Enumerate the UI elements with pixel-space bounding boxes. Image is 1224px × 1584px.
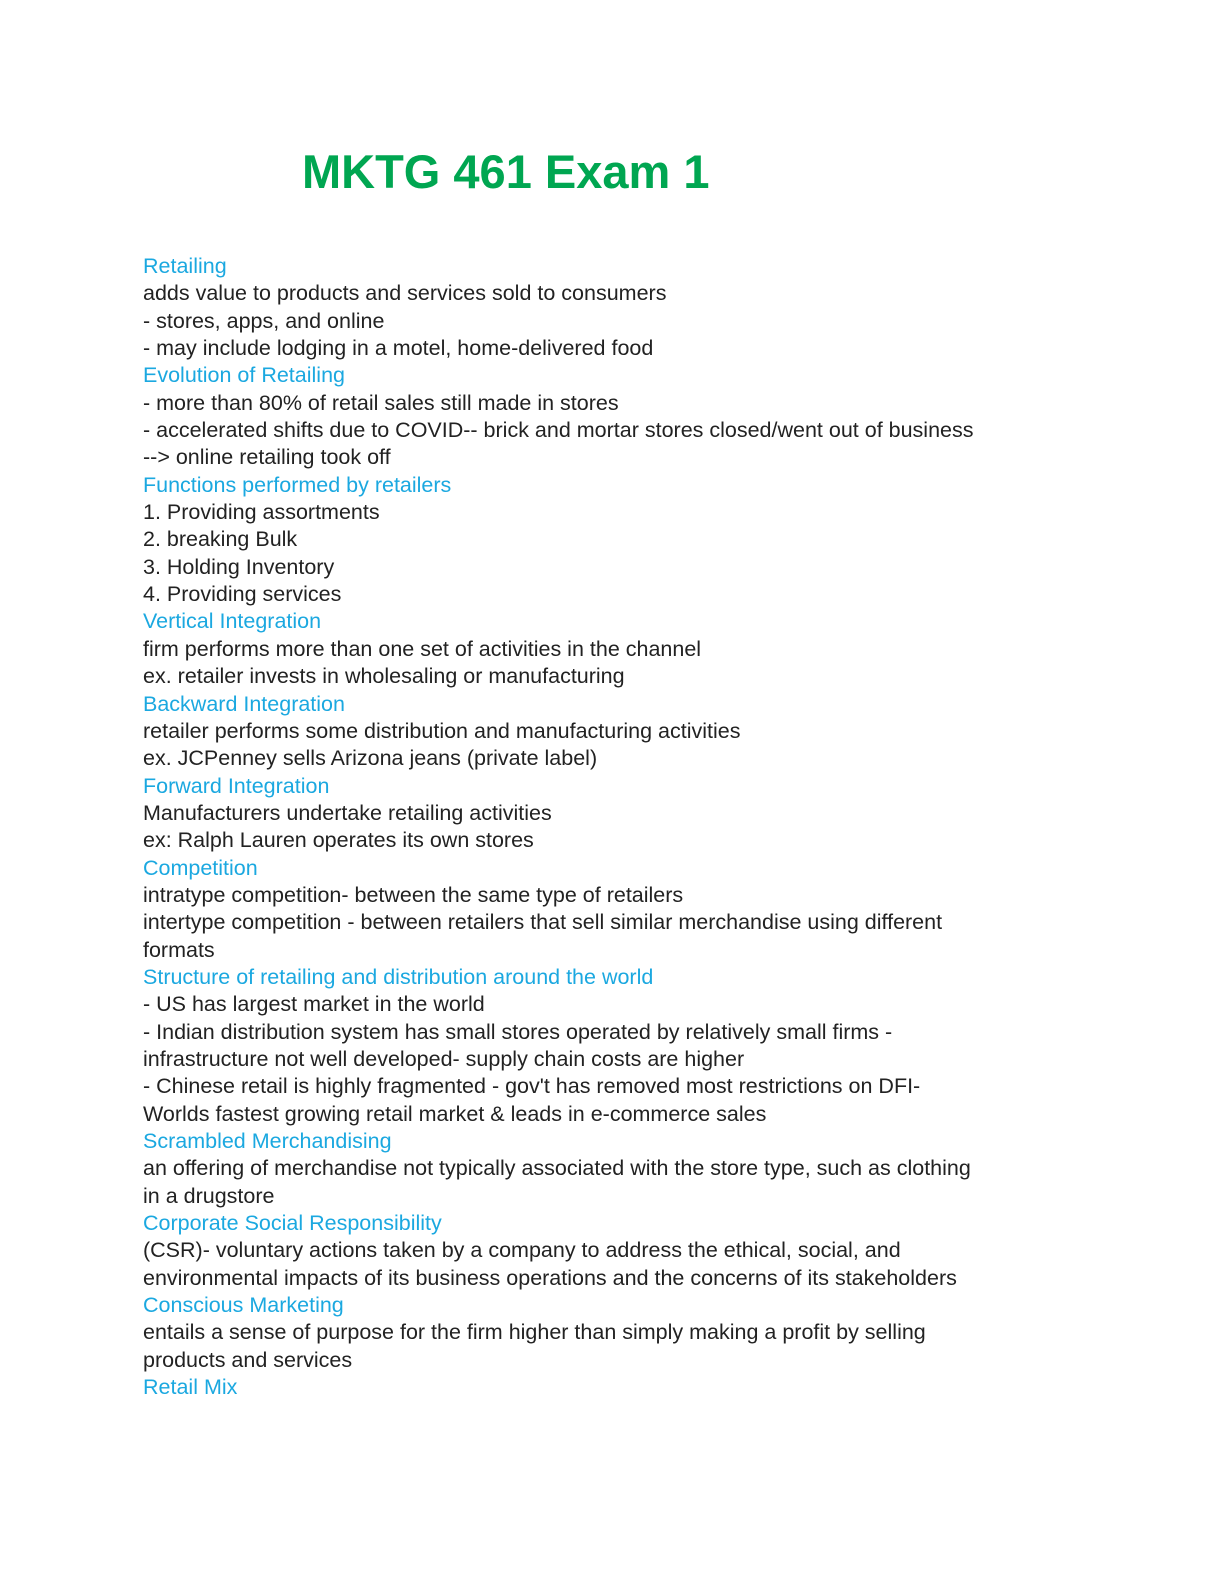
body-text-line: ex. JCPenney sells Arizona jeans (private label) [143, 746, 598, 771]
body-text-line: --> online retailing took off [143, 445, 391, 470]
section-heading: Retailing [143, 254, 227, 278]
document-content [143, 253, 1083, 1401]
body-text-line: Worlds fastest growing retail market & leads in e-commerce sales [143, 1101, 767, 1126]
body-text-line: - accelerated shifts due to COVID-- brick and mortar stores closed/went out of business [143, 418, 974, 443]
section-heading: Competition [143, 855, 258, 880]
body-text-line: products and services [143, 1347, 353, 1372]
body-text-line: Manufacturers undertake retailing activities [143, 800, 552, 825]
body-text-line: - more than 80% of retail sales still made in stores [143, 390, 619, 415]
body-text-line: 1. Providing assortments [143, 500, 380, 525]
body-text-line: - stores, apps, and online [143, 308, 385, 333]
body-text-line: ex. retailer invests in wholesaling or manufacturing [143, 664, 625, 689]
body-text-line: - Indian distribution system has small stores operated by relatively small firms - [143, 1019, 893, 1044]
section-heading: Structure of retailing and distribution around the world [143, 964, 654, 989]
section-heading: Evolution of Retailing [143, 363, 345, 388]
body-text-line: infrastructure not well developed- supply chain costs are higher [143, 1046, 745, 1071]
body-text-line: (CSR)- voluntary actions taken by a company to address the ethical, social, and [143, 1238, 901, 1263]
section-heading: Backward Integration [143, 691, 345, 716]
section-heading: Retail Mix [143, 1375, 238, 1400]
body-text-line: - may include lodging in a motel, home-delivered food [143, 336, 654, 361]
section-heading: Forward Integration [143, 773, 330, 798]
body-text-line: ex: Ralph Lauren operates its own stores [143, 828, 534, 853]
body-text-line: formats [143, 937, 215, 962]
body-text-line: intratype competition- between the same type of retailers [143, 882, 684, 907]
body-text-line: 4. Providing services [143, 582, 342, 607]
body-text-line: retailer performs some distribution and manufacturing activities [143, 718, 741, 743]
body-text-line: intertype competition - between retailers that sell similar merchandise using different [143, 910, 943, 935]
body-text-line: 2. breaking Bulk [143, 527, 298, 552]
body-text-line: - US has largest market in the world [143, 992, 485, 1017]
section-heading: Functions performed by retailers [143, 472, 452, 497]
body-text-line: an offering of merchandise not typically associated with the store type, such as clothing [143, 1156, 971, 1181]
section-heading: Vertical Integration [143, 609, 322, 634]
body-text-line: 3. Holding Inventory [143, 554, 335, 579]
section-heading: Conscious Marketing [143, 1293, 344, 1318]
body-text-line: entails a sense of purpose for the firm higher than simply making a profit by selling [143, 1320, 926, 1345]
body-text-line: firm performs more than one set of activities in the channel [143, 636, 702, 661]
section-heading: Corporate Social Responsibility [143, 1211, 442, 1236]
section-heading: Scrambled Merchandising [143, 1129, 392, 1153]
body-text-line: - Chinese retail is highly fragmented - gov't has removed most restrictions on DFI- [143, 1074, 921, 1099]
body-text-line: environmental impacts of its business operations and the concerns of its stakeholders [143, 1265, 957, 1290]
body-text-line: in a drugstore [143, 1183, 275, 1208]
document-title: MKTG 461 Exam 1 [302, 145, 710, 198]
body-text-line: adds value to products and services sold to consumers [143, 281, 667, 306]
